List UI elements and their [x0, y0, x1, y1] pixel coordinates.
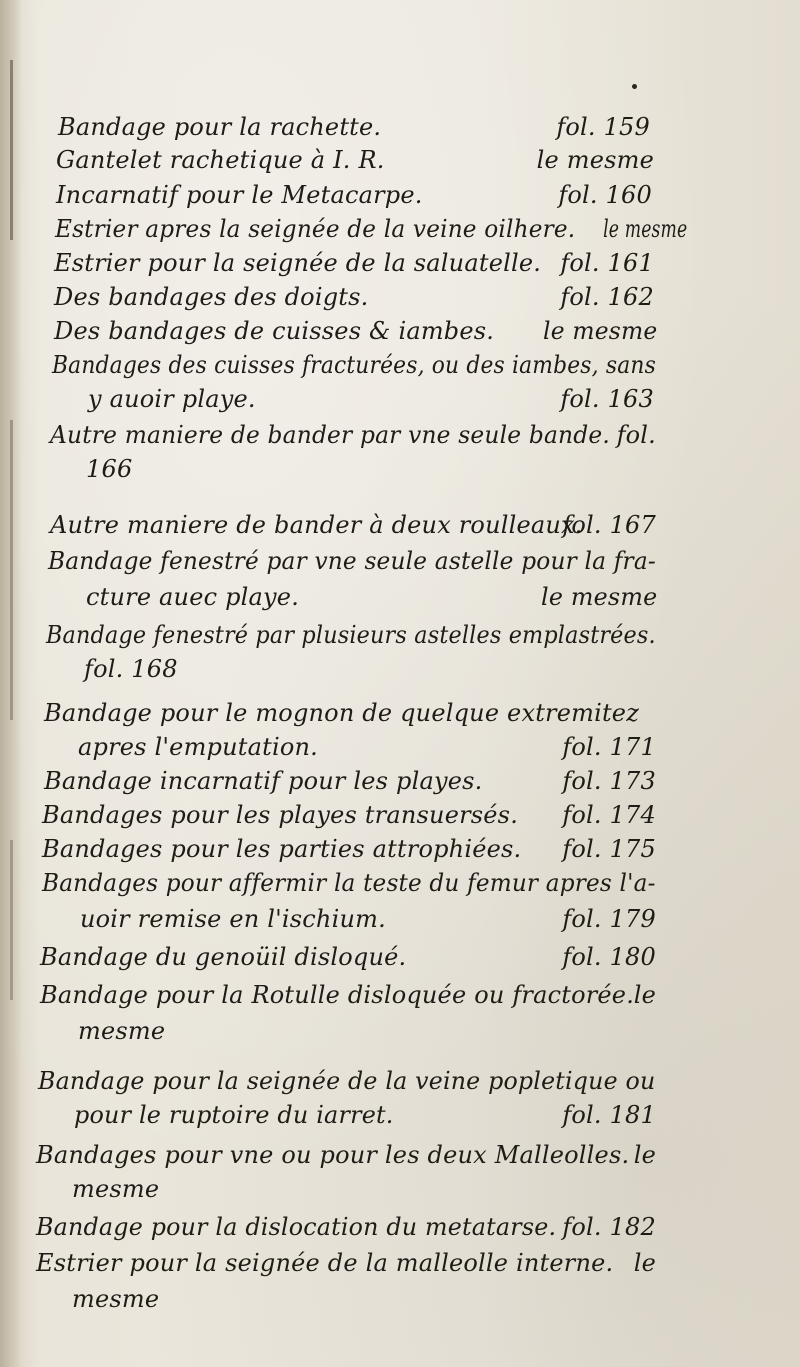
toc-entry-continuation: fol. 168 [84, 655, 178, 683]
toc-entry-title: Bandage pour la seignée de la veine popletique ou [38, 1067, 656, 1095]
toc-entry-page: fol. 173 [562, 767, 656, 795]
toc-entry-page: le mesme [536, 146, 654, 174]
toc-entry-page: le mesme [603, 215, 688, 243]
toc-entry-title: Bandage du genoüil disloqué. [40, 943, 407, 971]
toc-entry-page: fol. 163 [560, 385, 654, 413]
toc-entry-title: Bandages pour vne ou pour les deux Malleolles. [36, 1141, 630, 1169]
toc-entry-continuation: mesme [72, 1175, 160, 1203]
toc-entry-title: Autre maniere de bander par vne seule bande. [50, 421, 610, 449]
toc-entry-title: Bandages pour les playes transuersés. [42, 801, 519, 829]
toc-entry-title: Autre maniere de bander à deux roulleaux. [50, 511, 583, 539]
toc-entry-title: Estrier pour la seignée de la saluatelle. [54, 249, 542, 277]
toc-entry-continuation: cture auec playe. [86, 583, 300, 611]
toc-entry-page: fol. 162 [560, 283, 654, 311]
toc-entry-page: fol. 171 [562, 733, 656, 761]
toc-entry-page: le [633, 981, 656, 1009]
toc-entry-title: Des bandages des doigts. [54, 283, 369, 311]
toc-entry-page: fol. 167 [562, 511, 656, 539]
toc-entry-title: Bandage fenestré par vne seule astelle pour la fra- [48, 547, 656, 575]
toc-entry-page: fol. 159 [556, 113, 650, 141]
toc-entry-continuation: 166 [86, 455, 133, 483]
toc-entry-title: Gantelet rachetique à I. R. [56, 146, 385, 174]
toc-entry-title: Estrier pour la seignée de la malleolle interne. [36, 1249, 614, 1277]
toc-entry-title: Bandage pour la rachette. [58, 113, 382, 141]
toc-entry-page: fol. 180 [562, 943, 656, 971]
toc-entry-title: Bandages pour affermir la teste du femur apres l'a- [42, 869, 656, 897]
toc-entry-page: fol. [616, 421, 656, 449]
toc-entry-continuation: mesme [72, 1285, 160, 1313]
toc-entry-title: Bandage pour le mognon de quelque extremitez [44, 699, 640, 727]
toc-entry-page: fol. 175 [562, 835, 656, 863]
toc-entry-page: le [633, 1141, 656, 1169]
toc-entry-title: Bandage pour la Rotulle disloquée ou fractorée. [40, 981, 635, 1009]
toc-entry-title: Estrier apres la seignée de la veine oilhere. [55, 215, 576, 243]
toc-entry-title: Bandage pour la dislocation du metatarse. [36, 1213, 557, 1241]
toc-entry-title: Bandage incarnatif pour les playes. [44, 767, 483, 795]
toc-entry-continuation: y auoir playe. [88, 385, 256, 413]
toc-entry-continuation: apres l'emputation. [78, 733, 318, 761]
toc-entry-title: Des bandages de cuisses & iambes. [54, 317, 495, 345]
toc-entry-page: fol. 160 [558, 181, 652, 209]
toc-entry-title: Bandages des cuisses fracturées, ou des iambes, sans [52, 351, 656, 379]
toc-entry-continuation: pour le ruptoire du iarret. [74, 1101, 394, 1129]
toc-entry-page: fol. 174 [562, 801, 656, 829]
toc-entry-page: fol. 182 [562, 1213, 656, 1241]
toc-entry-page: le [633, 1249, 656, 1277]
toc-entry-page: fol. 179 [562, 905, 656, 933]
toc-entry-title: Bandages pour les parties attrophiées. [42, 835, 522, 863]
toc-entry-continuation: mesme [78, 1017, 166, 1045]
toc-entry-page: le mesme [541, 583, 658, 611]
toc-entry-title: Bandage fenestré par plusieurs astelles emplastrées. [46, 621, 656, 649]
toc-entry-title: Incarnatif pour le Metacarpe. [56, 181, 423, 209]
toc-entry-page: fol. 161 [560, 249, 654, 277]
toc-entry-continuation: uoir remise en l'ischium. [80, 905, 386, 933]
toc-entry-page: fol. 181 [562, 1101, 656, 1129]
toc-entry-page: le mesme [543, 317, 658, 345]
